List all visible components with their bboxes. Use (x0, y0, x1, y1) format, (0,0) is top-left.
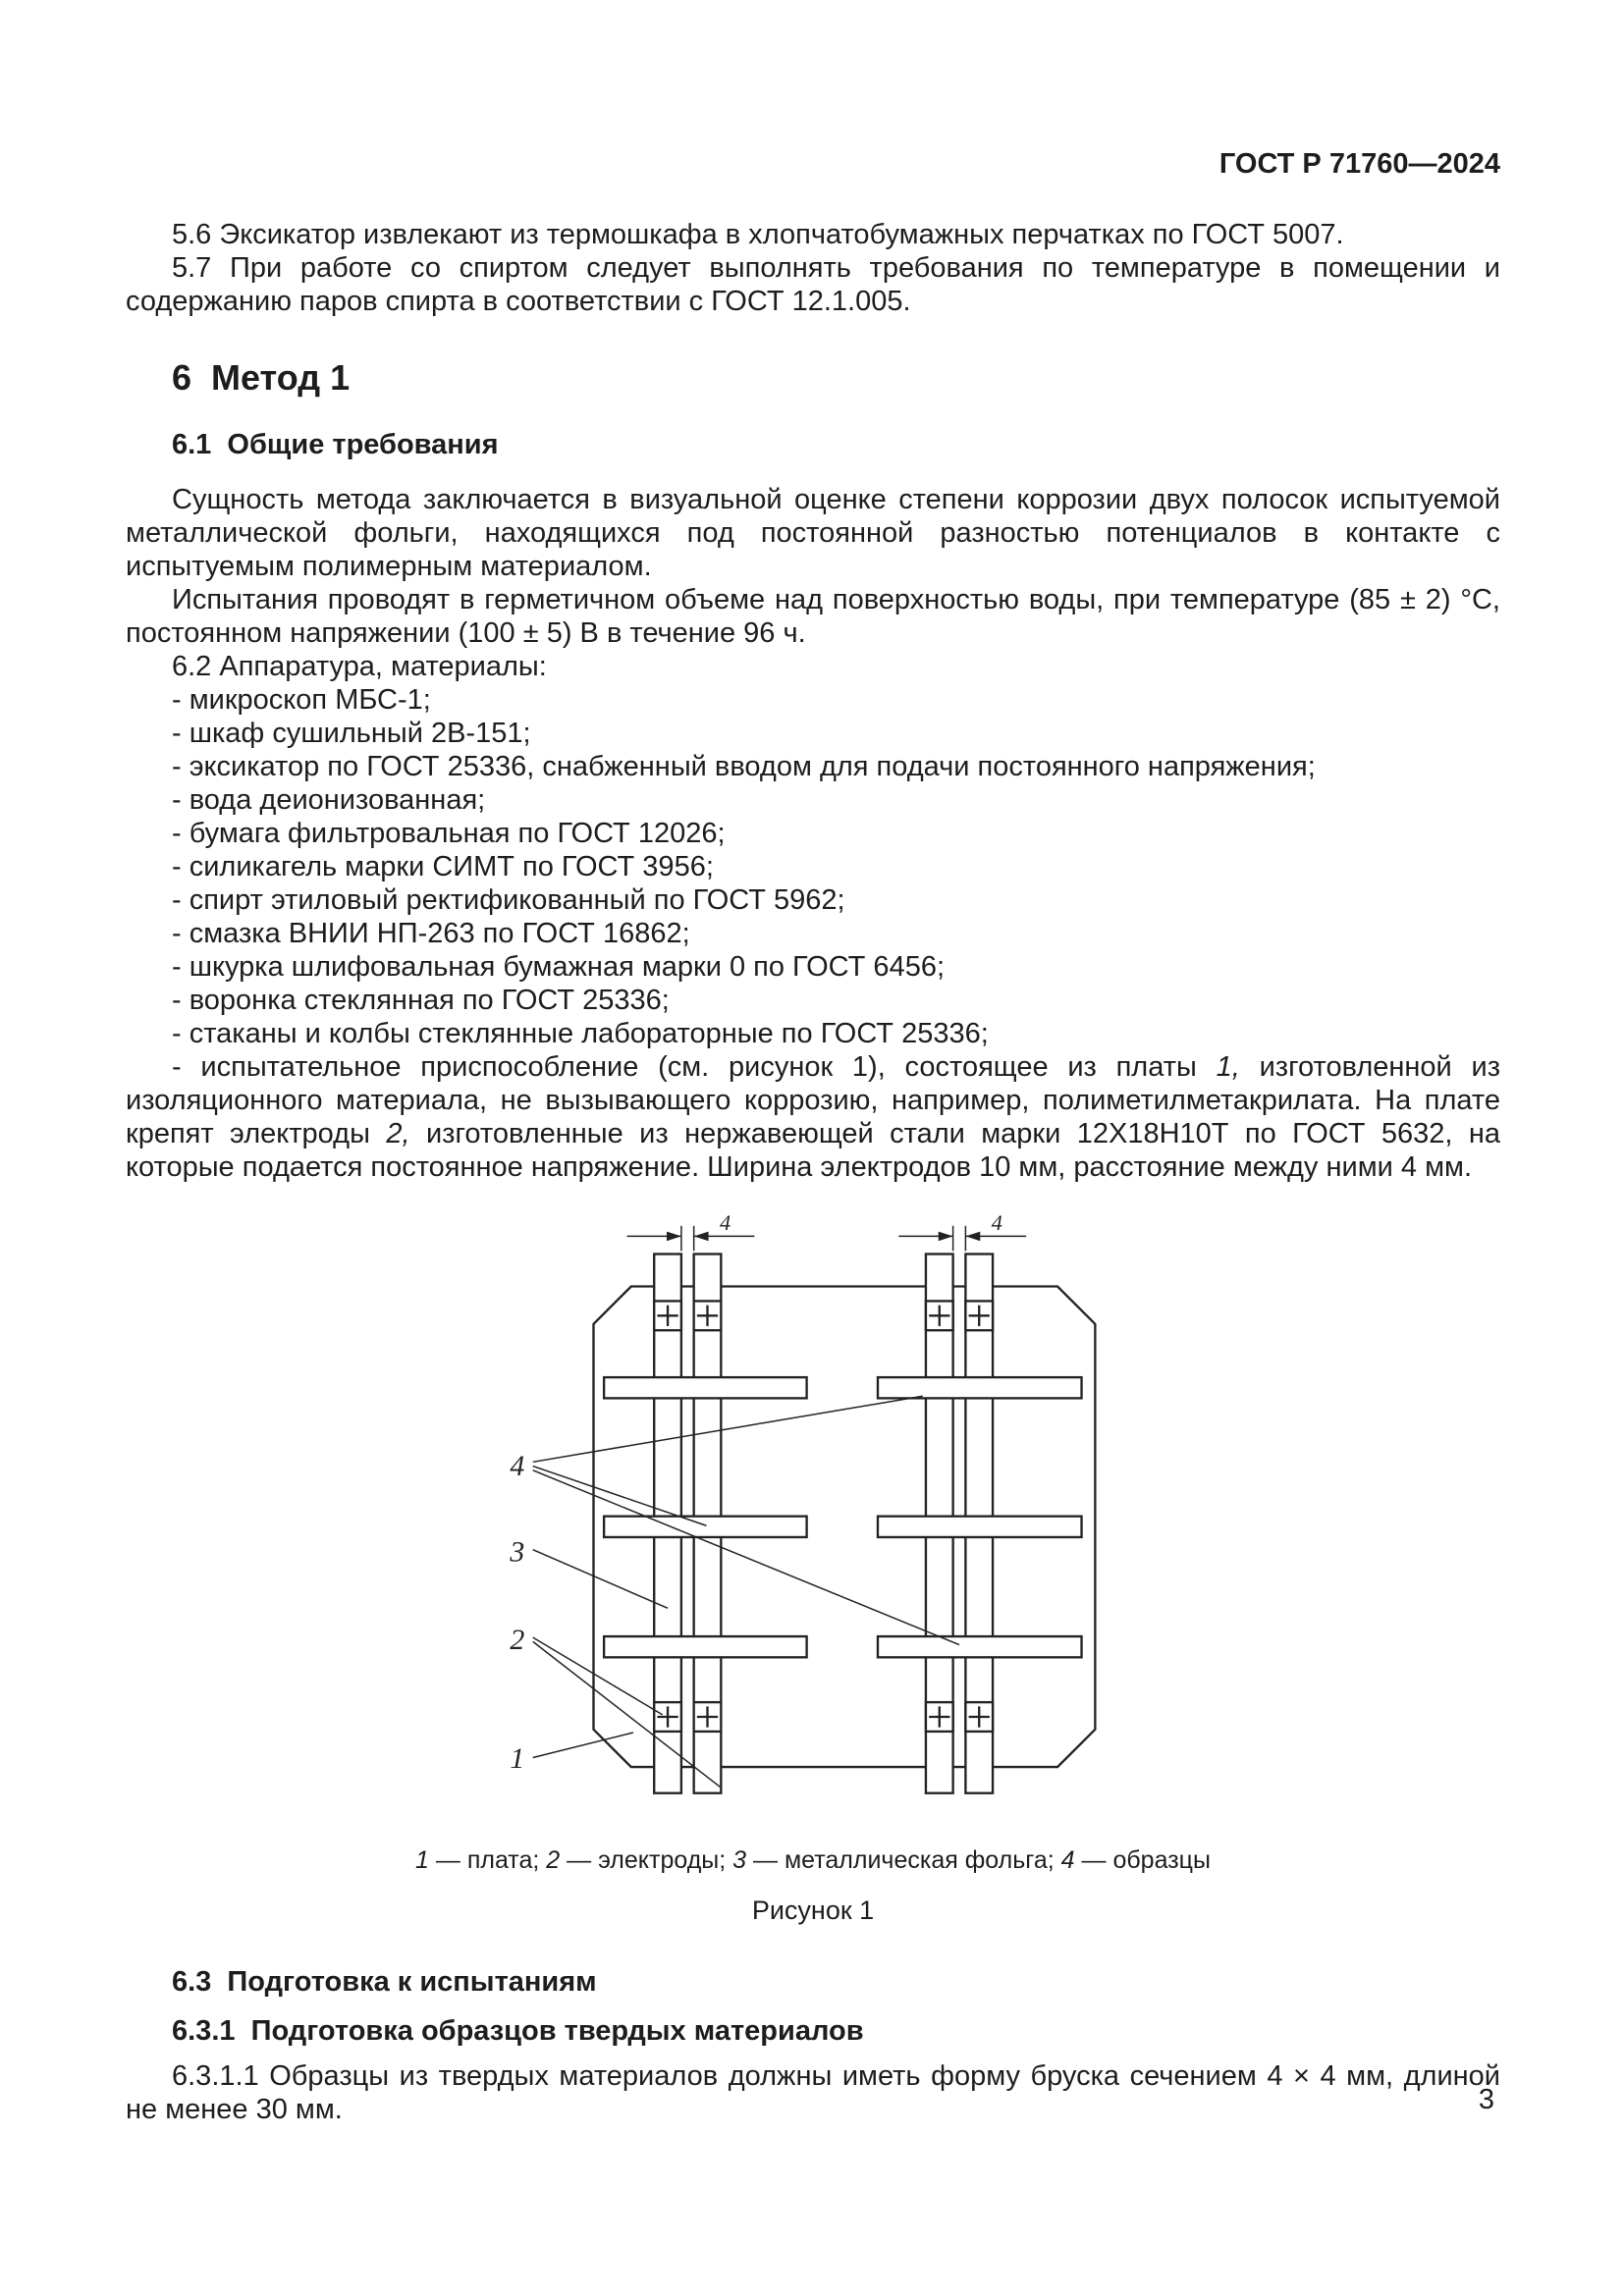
list-item: - шкурка шлифовальная бумажная марки 0 по ГОСТ 6456; (172, 951, 946, 983)
position-number-1: 1, (1216, 1051, 1240, 1083)
list-item: - эксикатор по ГОСТ 25336, снабженный вводом для подачи постоянного напряжения; (172, 751, 1316, 782)
fixture-text-2: изготовленной из изоляционного материала, не вызывающего коррозию, например, полиметилметакрилата. На плате крепят электроды (126, 1051, 1501, 1149)
pos-label-2: 2 (510, 1623, 525, 1656)
list-item: - смазка ВНИИ НП-263 по ГОСТ 16862; (172, 918, 690, 949)
doc-code: ГОСТ Р 71760—2024 (1218, 148, 1500, 180)
list-item: - вода деионизованная; (172, 784, 486, 816)
fixture-paragraph (126, 1050, 1500, 1184)
caption-pos-1: 1 (415, 1846, 429, 1874)
clause-6-3-1-1: 6.3.1.1 Образцы из твердых материалов должны иметь форму бруска сечением 4 × 4 мм, длиной не менее 30 мм. (126, 2060, 1500, 2125)
page-header (126, 147, 1500, 181)
caption-pos-4: 4 (1060, 1846, 1075, 1874)
clause-6-2-intro: 6.2 Аппаратура, материалы: (172, 651, 547, 682)
paragraph-essence: Сущность метода заключается в визуальной оценке степени коррозии двух полосок испытуемой металлической фольги, находящихся под постоянной разностью потенциалов в контакте с испытуемым полимерным материалом. (126, 484, 1500, 582)
fixture-text-1: - испытательное приспособление (см. рисунок 1), состоящее из платы (172, 1051, 1217, 1083)
fixture-text-3: изготовленные из нержавеющей стали марки 12Х18Н10Т по ГОСТ 5632, на которые подается постоянное напряжение. Ширина электродов 10 мм, расстояние между ними 4 мм. (126, 1118, 1500, 1183)
section-6-3-1-heading: 6.3.1 Подготовка образцов твердых материалов (172, 2015, 864, 2047)
dimension-lines (627, 1226, 1027, 1252)
caption-text-2: — электроды; (560, 1846, 733, 1874)
list-item: - силикагель марки СИМТ по ГОСТ 3956; (172, 851, 714, 882)
list-item: - спирт этиловый ректификованный по ГОСТ 5962; (172, 884, 845, 916)
section-6-3-heading: 6.3 Подготовка к испытаниям (172, 1966, 597, 1998)
list-item: - бумага фильтровальная по ГОСТ 12026; (172, 818, 726, 849)
position-number-2: 2, (386, 1118, 410, 1149)
section-6-heading: 6 Метод 1 (172, 357, 351, 398)
clause-5-7: 5.7 При работе со спиртом следует выполнять требования по температуре в помещении и содержанию паров спирта в соответствии с ГОСТ 12.1.005. (126, 252, 1500, 317)
caption-text-1: — плата; (428, 1846, 547, 1874)
pos-label-3: 3 (510, 1535, 525, 1569)
dim-label-right: 4 (991, 1213, 1002, 1236)
test-fixture-diagram (489, 1213, 1137, 1814)
paragraph-conditions: Испытания проводят в герметичном объеме над поверхностью воды, при температуре (85 ± 2) °С, постоянном напряжении (100 ± 5) В в течение 96 ч. (126, 584, 1500, 649)
list-item: - шкаф сушильный 2В-151; (172, 718, 531, 749)
page-number: 3 (1478, 2084, 1494, 2115)
list-item: - микроскоп МБС-1; (172, 684, 431, 716)
pos-label-4: 4 (510, 1450, 525, 1483)
clause-5-6: 5.6 Эксикатор извлекают из термошкафа в хлопчатобумажных перчатках по ГОСТ 5007. (172, 219, 1344, 250)
figure-caption (126, 1845, 1500, 1875)
dim-label-left: 4 (720, 1213, 731, 1236)
caption-pos-3: 3 (732, 1846, 747, 1874)
list-item: - воронка стеклянная по ГОСТ 25336; (172, 985, 670, 1016)
caption-text-4: — образцы (1074, 1846, 1211, 1874)
caption-text-3: — металлическая фольга; (746, 1846, 1061, 1874)
pos-label-1: 1 (510, 1742, 525, 1776)
section-6-1-heading: 6.1 Общие требования (172, 429, 499, 460)
figure-number-label: Рисунок 1 (751, 1896, 875, 1925)
list-item: - стаканы и колбы стеклянные лабораторные по ГОСТ 25336; (172, 1018, 989, 1049)
materials-list (126, 683, 1500, 1050)
caption-pos-2: 2 (546, 1846, 561, 1874)
figure-1 (126, 1213, 1500, 1926)
